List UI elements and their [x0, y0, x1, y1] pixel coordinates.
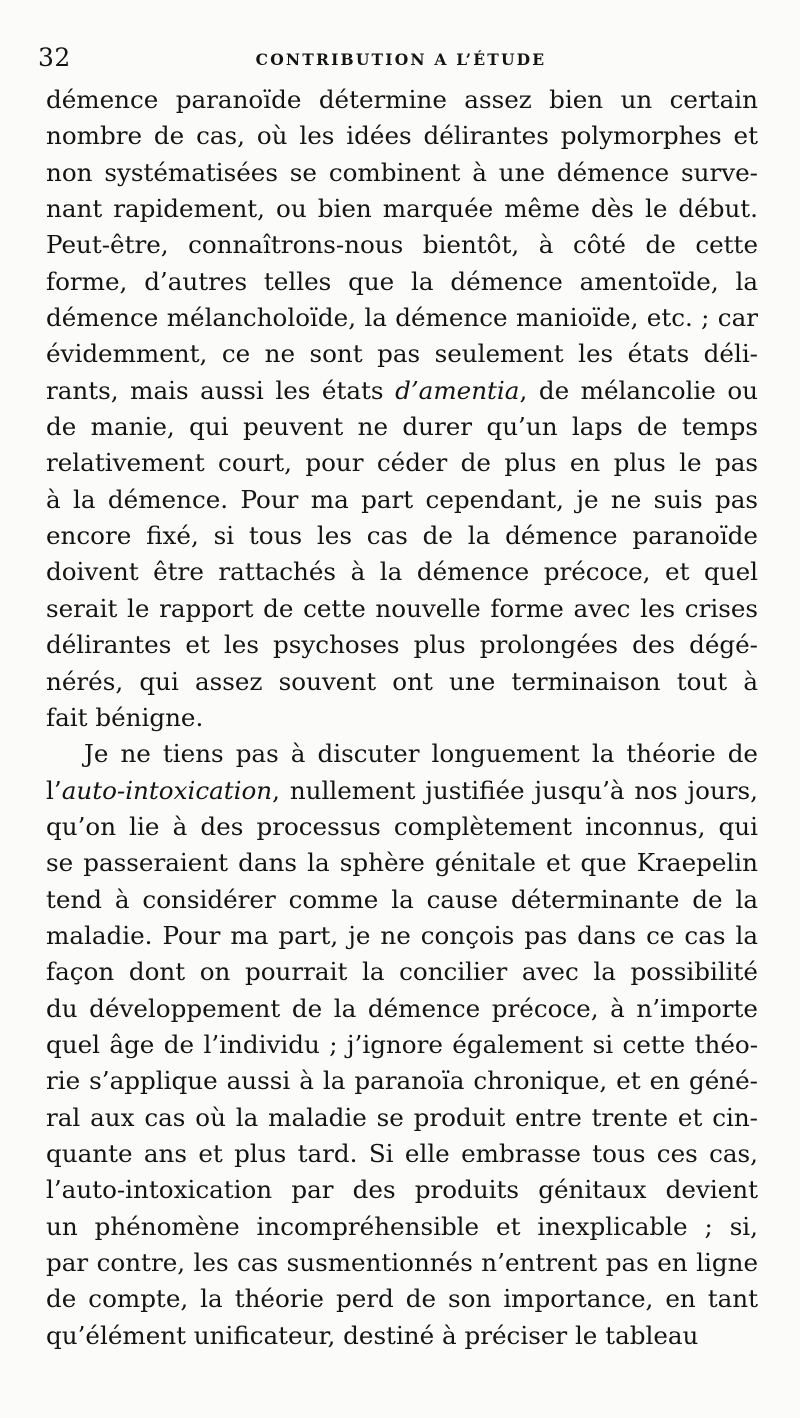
- text-line: [46, 336, 758, 372]
- text-run: évidemment, ce ne sont pas seulement les états déli-: [46, 339, 758, 369]
- text-run: nant rapidement, ou bien marquée même dès le début.: [46, 194, 758, 224]
- text-run: rie s’applique aussi à la paranoïa chronique, et en géné-: [46, 1066, 758, 1096]
- text-line: [46, 1172, 758, 1208]
- text-line: [46, 554, 758, 590]
- body-text: [46, 82, 758, 1354]
- text-run: de compte, la théorie perd de son importance, en tant: [46, 1284, 758, 1314]
- text-run: par contre, les cas susmentionnés n’entrent pas en ligne: [46, 1248, 758, 1277]
- text-run: Je ne tiens pas à discuter longuement la théorie de: [84, 739, 758, 769]
- text-line: [46, 991, 758, 1027]
- text-run: encore fixé, si tous les cas de la démence paranoïde: [46, 521, 758, 551]
- text-run: qu’élément unificateur, destiné à préciser le tableau: [46, 1320, 699, 1350]
- text-line: [46, 191, 758, 227]
- text-run: serait le rapport de cette nouvelle forme avec les crises: [46, 593, 758, 623]
- text-run: non systématisées se combinent à une démence surve-: [46, 157, 758, 187]
- text-line: [46, 627, 758, 663]
- text-run: tend à considérer comme la cause déterminante de la: [46, 884, 758, 914]
- text-line: [46, 300, 758, 336]
- text-run: maladie. Pour ma part, je ne conçois pas dans ce cas la: [46, 920, 758, 950]
- text-line: [46, 264, 758, 300]
- text-run: forme, d’autres telles que la démence amentoïde, la: [46, 266, 758, 296]
- text-run: doivent être rattachés à la démence précoce, et quel: [46, 557, 758, 587]
- text-run: façon dont on pourrait la concilier avec la possibilité: [46, 957, 758, 987]
- text-run: démence mélancholoïde, la démence manioïde, etc. ; car: [46, 303, 758, 333]
- text-run: fait bénigne.: [46, 702, 204, 732]
- text-line: [46, 82, 758, 118]
- text-line: [46, 1209, 758, 1245]
- text-line: [46, 518, 758, 554]
- text-run: quel âge de l’individu ; j’ignore également si cette théo-: [46, 1029, 758, 1059]
- text-line: [46, 591, 758, 627]
- text-line: [46, 445, 758, 481]
- text-line: [46, 409, 758, 445]
- text-line: [46, 1027, 758, 1063]
- text-run: du développement de la démence précoce, à n’importe: [46, 993, 758, 1023]
- page-number: 32: [38, 43, 71, 72]
- text-run: relativement court, pour céder de plus en plus le pas: [46, 448, 758, 478]
- text-run: à la démence. Pour ma part cependant, je ne suis pas: [46, 484, 758, 514]
- text-line: [46, 482, 758, 518]
- text-line: [46, 845, 758, 881]
- text-line: [46, 118, 758, 154]
- text-line: [46, 1063, 758, 1099]
- running-title: CONTRIBUTION A L’ÉTUDE: [255, 50, 547, 69]
- text-run: qu’on lie à des processus complètement inconnus, qui: [46, 811, 758, 841]
- text-run: ral aux cas où la maladie se produit entre trente et cin-: [46, 1102, 758, 1132]
- text-run: délirantes et les psychoses plus prolongées des dégé-: [46, 630, 758, 660]
- text-run: un phénomène incompréhensible et inexplicable ; si,: [46, 1211, 758, 1241]
- text-run: l’auto-intoxication par des produits génitaux devient: [46, 1175, 758, 1205]
- text-line: [46, 1100, 758, 1136]
- text-line: [46, 1281, 758, 1317]
- text-run: nérés, qui assez souvent ont une terminaison tout à: [46, 666, 758, 696]
- text-line: [46, 882, 758, 918]
- text-run: nombre de cas, où les idées délirantes polymorphes et: [46, 121, 758, 151]
- text-run: de manie, qui peuvent ne durer qu’un laps de temps: [46, 412, 758, 442]
- text-run: se passeraient dans la sphère génitale et que Kraepelin: [46, 848, 758, 878]
- italic-term: auto-intoxication: [61, 775, 273, 805]
- text-line: [46, 700, 758, 736]
- text-run: l’: [46, 775, 62, 805]
- text-line: [46, 736, 758, 772]
- running-head: [38, 38, 764, 78]
- text-line: [46, 1136, 758, 1172]
- text-line: [46, 809, 758, 845]
- text-line: [46, 773, 758, 809]
- text-line: [46, 918, 758, 954]
- text-line: [46, 227, 758, 263]
- text-line: [46, 373, 758, 409]
- text-run: , nullement justifiée jusqu’à nos jours,: [272, 775, 758, 805]
- text-run: Peut-être, connaîtrons-nous bientôt, à côté de cette: [46, 230, 758, 260]
- text-line: [46, 1245, 758, 1281]
- text-run: démence paranoïde détermine assez bien un certain: [46, 85, 758, 114]
- text-line: [46, 664, 758, 700]
- text-line: [46, 954, 758, 990]
- text-line: [46, 1318, 758, 1354]
- text-run: quante ans et plus tard. Si elle embrasse tous ces cas,: [46, 1138, 758, 1168]
- text-run: rants, mais aussi les états: [46, 375, 396, 405]
- text-line: [46, 155, 758, 191]
- text-run: , de mélancolie ou: [519, 375, 758, 405]
- italic-term: d’amentia: [395, 375, 520, 405]
